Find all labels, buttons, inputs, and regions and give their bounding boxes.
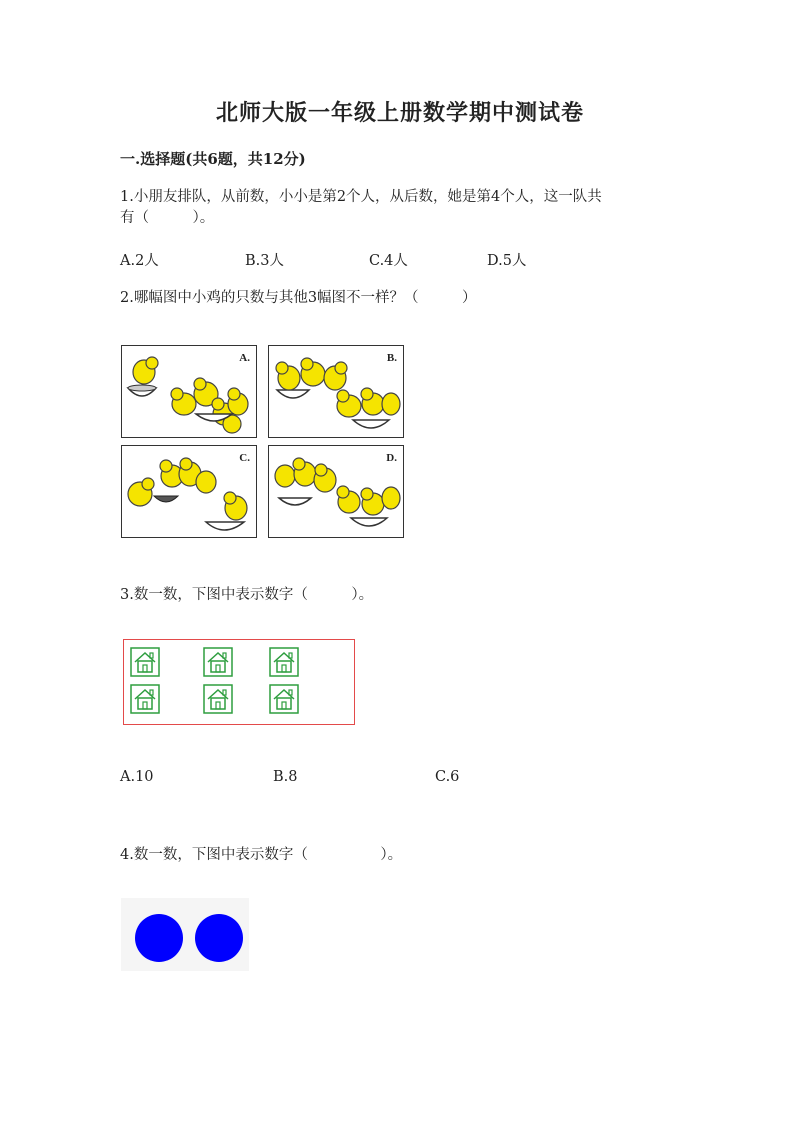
house-icon <box>269 647 299 677</box>
question-1 <box>120 187 602 229</box>
q3-option-b[interactable]: B.8 <box>273 769 298 785</box>
chick-panel-b[interactable] <box>268 345 404 438</box>
q1-option-b[interactable]: B.3人 <box>245 253 284 269</box>
question-2: 2.哪幅图中小鸡的只数与其他3幅图不一样？（ ） <box>120 290 477 306</box>
question-4: 4.数一数，下图中表示数字（ ）。 <box>120 847 403 863</box>
house-icon <box>130 647 160 677</box>
chick-illustration-c <box>122 446 257 538</box>
blue-circle <box>135 914 183 962</box>
q1-option-d[interactable]: D.5人 <box>487 253 527 269</box>
panel-label-a: A. <box>239 352 250 364</box>
section-heading: 一.选择题(共6题，共12分) <box>120 150 306 168</box>
chick-panel-c[interactable] <box>121 445 257 538</box>
chick-panel-a[interactable] <box>121 345 257 438</box>
question-3: 3.数一数，下图中表示数字（ ）。 <box>120 587 374 603</box>
circle-picture <box>121 898 249 971</box>
chick-panel-d[interactable] <box>268 445 404 538</box>
q1-option-a[interactable]: A.2人 <box>120 253 159 269</box>
q1-option-c[interactable]: C.4人 <box>369 253 408 269</box>
q3-option-a[interactable]: A.10 <box>120 769 154 785</box>
chick-image-grid <box>121 345 408 541</box>
question-1-line-1: 1.小朋友排队，从前数，小小是第2个人，从后数，她是第4个人，这一队共 <box>120 189 602 205</box>
chick-illustration-a <box>122 346 257 438</box>
panel-label-c: C. <box>239 452 250 464</box>
house-icon <box>130 684 160 714</box>
house-icon <box>203 647 233 677</box>
question-1-line-2: 有（ ）。 <box>120 210 215 226</box>
house-picture-frame <box>123 639 355 725</box>
panel-label-d: D. <box>386 452 397 464</box>
q3-option-c[interactable]: C.6 <box>435 769 460 785</box>
chick-illustration-d <box>269 446 404 538</box>
panel-label-b: B. <box>386 352 397 364</box>
house-icon <box>269 684 299 714</box>
blue-circle <box>195 914 243 962</box>
house-icon <box>203 684 233 714</box>
chick-illustration-b <box>269 346 404 438</box>
page-title: 北师大版一年级上册数学期中测试卷 <box>215 100 584 126</box>
